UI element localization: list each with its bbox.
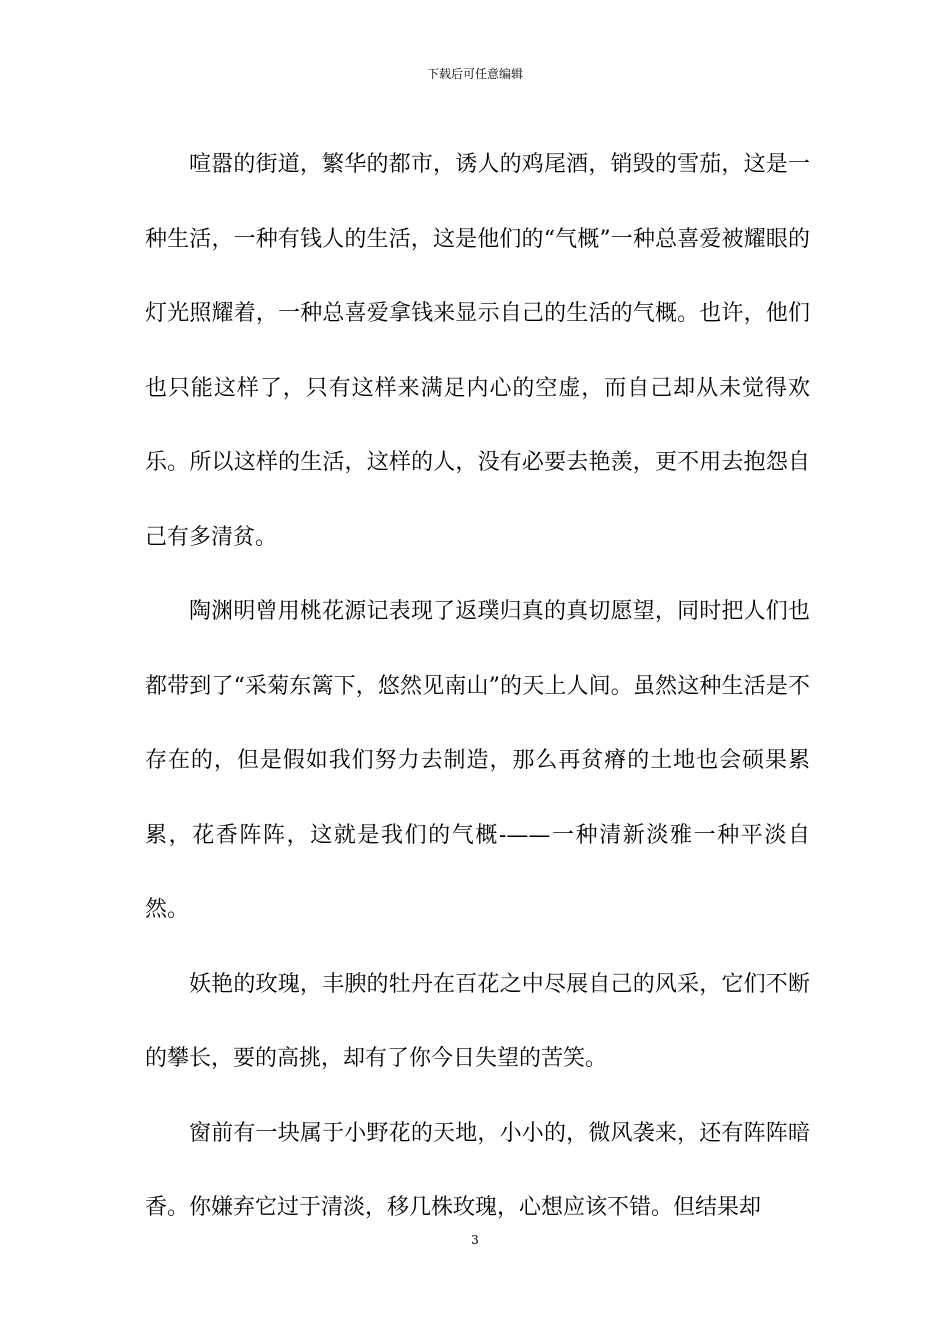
- paragraph: 陶渊明曾用桃花源记表现了返璞归真的真切愿望，同时把人们也都带到了“采菊东篱下，悠然见南山”的天上人间。虽然这种生活是不存在的，但是假如我们努力去制造，那么再贫瘠的土地也会硕果累累，花香阵阵，这就是我们的气概-——一种清新淡雅一种平淡自然。: [145, 599, 810, 922]
- paragraph: 窗前有一块属于小野花的天地，小小的，微风袭来，还有阵阵暗香。你嫌弃它过于清淡，移几株玫瑰，心想应该不错。但结果却: [145, 1120, 810, 1220]
- paragraph: 喧嚣的街道，繁华的都市，诱人的鸡尾酒，销毁的雪茄，这是一种生活，一种有钱人的生活，这是他们的“气概”一种总喜爱被耀眼的灯光照耀着，一种总喜爱拿钱来显示自己的生活的气概。也许，他们也只能这样了，只有这样来满足内心的空虚，而自己却从未觉得欢乐。所以这样的生活，这样的人，没有必要去艳羡，更不用去抱怨自己有多清贫。: [145, 152, 810, 550]
- page-number: 3: [471, 1233, 479, 1247]
- paragraph: 妖艳的玫瑰，丰腴的牡丹在百花之中尽展自己的风采，它们不断的攀长，要的高挑，却有了你今日失望的苦笑。: [145, 971, 810, 1071]
- body-text: [145, 128, 810, 1246]
- page-header: 下载后可任意编辑: [426, 67, 523, 81]
